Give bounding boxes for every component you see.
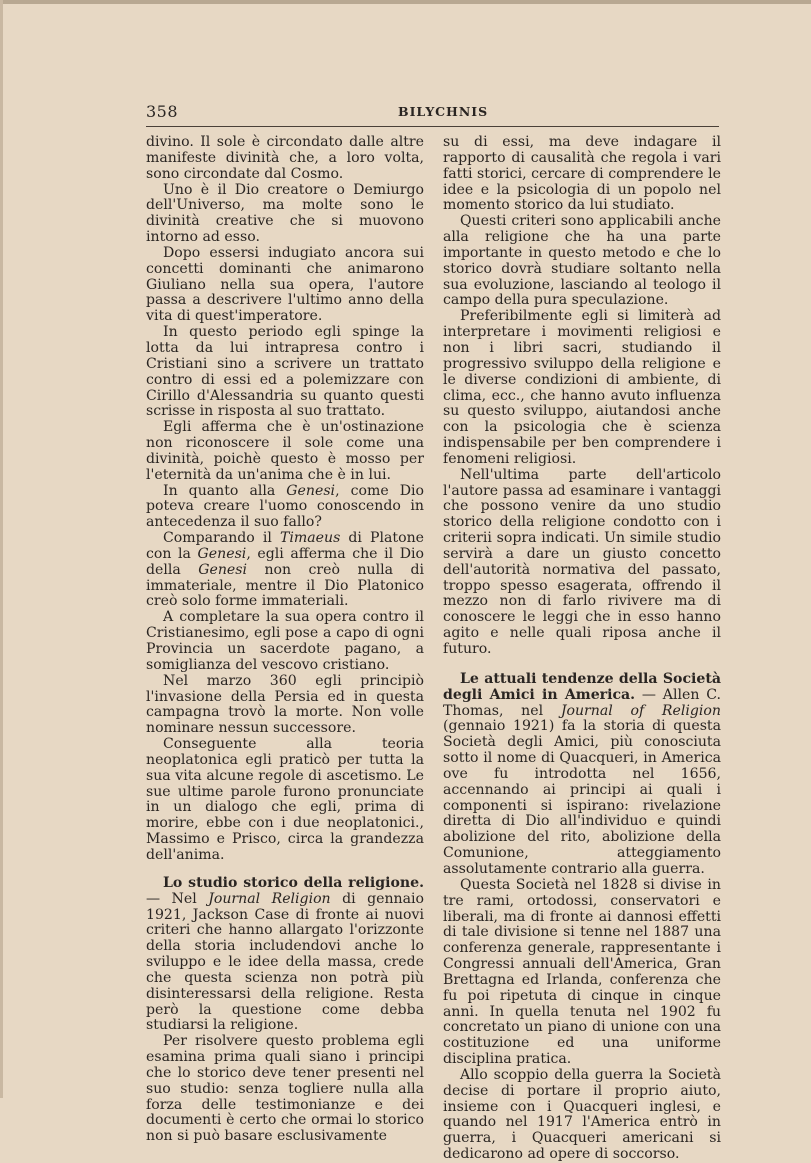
paragraph: Uno è il Dio creatore o Demiurgo dell'Universo, ma molte sono le divinità creative che si muovono intorno ad esso. xyxy=(146,181,424,246)
left-column xyxy=(146,135,424,1145)
page-header xyxy=(146,100,721,126)
paragraph: Dopo essersi indugiato ancora sui concetti dominanti che animarono Giuliano nella sua opera, l'autore passa a descrivere l'ultimo anno della vita di quest'imperatore. xyxy=(146,244,424,325)
section-title: Le attuali tendenze della Società degli Amici in America. xyxy=(443,670,721,703)
right-column xyxy=(443,135,721,1163)
paragraph: A completare la sua opera contro il Cristianesimo, egli pose a capo di ogni Provincia un sacerdote pagano, a somiglianza del vescovo cristiano. xyxy=(146,609,424,673)
section-paragraph: Le attuali tendenze della Società degli Amici in America. — Allen C. Thomas, nel Journal of Religion (gennaio 1921) fa la storia di questa Società degli Amici, più conosciuta sotto il nome di Quacqueri, in America ove fu introdotta nel 1656, accennando ai principi ai quali i componenti si ispirano: rivelazione diretta di Dio all'individuo e quindi abolizione del rito, abolizione della Comunione, atteggiamento assolutamente contrario alla guerra. xyxy=(443,670,721,877)
running-title: BILYCHNIS xyxy=(398,104,489,119)
paragraph: Nel marzo 360 egli principiò l'invasione della Persia ed in questa campagna trovò la morte. Non volle nominare nessun successore. xyxy=(146,672,424,737)
paragraph: Questi criteri sono applicabili anche alla religione che ha una parte importante in questo metodo e che lo storico dovrà studiare soltanto nella sua evoluzione, lasciando al teologo il campo della pura speculazione. xyxy=(443,213,721,309)
paragraph: In quanto alla Genesi, come Dio poteva creare l'uomo conoscendo in antecedenza il suo fallo? xyxy=(146,482,424,531)
paragraph: Per risolvere questo problema egli esamina prima quali siano i principi che lo storico deve tener presenti nel suo studio: senza togliere nulla alla forza delle testimonianze e dei documenti è certo che ormai lo storico non si può basare esclusivamente xyxy=(146,1033,424,1145)
paragraph: Comparando il Timaeus di Platone con la Genesi, egli afferma che il Dio della Genesi non creò nulla di immateriale, mentre il Dio Platonico creò solo forme immateriali. xyxy=(146,530,424,610)
section-paragraph: Lo studio storico della religione. — Nel Journal Religion di gennaio 1921, Jackson Case di fronte ai nuovi criteri che hanno allargato l'orizzonte della storia includendovi anche lo sviluppo e le idee della massa, crede che questa scienza non potrà più disinteressarsi della religione. Resta però la questione come debba studiarsi la religione. xyxy=(146,874,424,1034)
paragraph: Preferibilmente egli si limiterà ad interpretare i movimenti religiosi e non i libri sacri, studiando il progressivo sviluppo della religione e le diverse condizioni di ambiente, di clima, ecc., che hanno avuto influenza su questo sviluppo, aiutandosi anche con la psicologia che è scienza indispensabile per ben comprendere i fenomeni religiosi. xyxy=(443,308,721,467)
paragraph: In questo periodo egli spinge la lotta da lui intrapresa contro i Cristiani sino a scrivere un trattato contro di essi ed a polemizzare con Cirillo d'Alessandria su quanto questi scrisse in risposta al suo trattato. xyxy=(146,324,424,420)
paragraph: Nell'ultima parte dell'articolo l'autore passa ad esaminare i vantaggi che possono venire da uno studio storico della religione condotto con i criterii sopra indicati. Un simile studio servirà a dare un giusto concetto dell'autorità normativa del passato, troppo spesso esagerata, offrendo il mezzo non di farlo rivivere ma di conoscere le leggi che in esso hanno agito e nelle quali riposa anche il futuro. xyxy=(443,466,721,657)
paragraph: divino. Il sole è circondato dalle altre manifeste divinità che, a loro volta, sono circondate dal Cosmo. xyxy=(146,134,424,182)
page-top-edge xyxy=(0,0,811,4)
page-number: 358 xyxy=(146,102,179,121)
paragraph: Questa Società nel 1828 si divise in tre rami, ortodossi, conservatori e liberali, ma di fronte ai dannosi effetti di tale divisione si tenne nel 1887 una conferenza generale, rappresentante i Congressi annuali dell'America, Gran Brettagna ed Irlanda, conferenza che fu poi ripetuta di cinque in cinque anni. In quella tenuta nel 1902 fu concretato un piano di unione con una costituzione ed una uniforme disciplina pratica. xyxy=(443,876,721,1068)
page-left-edge xyxy=(0,0,3,1098)
paragraph: Allo scoppio della guerra la Società decise di portare il proprio aiuto, insieme con i Quacqueri inglesi, e quando nel 1917 l'America entrò in guerra, i Quacqueri americani si dedicarono ad opere di soccorso. xyxy=(443,1066,721,1163)
header-rule xyxy=(146,126,719,127)
paragraph: Conseguente alla teoria neoplatonica egli praticò per tutta la sua vita alcune regole di ascetismo. Le sue ultime parole furono pronunciate in un dialogo che egli, prima di morire, ebbe con i due neoplatonici., Massimo e Prisco, circa la grandezza dell'anima. xyxy=(146,736,424,863)
section-title: Lo studio storico della religione. xyxy=(163,874,424,891)
paragraph: su di essi, ma deve indagare il rapporto di causalità che regola i vari fatti storici, cercare di comprendere le idee e la psicologia di un popolo nel momento storico da lui studiato. xyxy=(443,134,721,214)
paragraph: Egli afferma che è un'ostinazione non riconoscere il sole come una divinità, poichè questo è mosso per l'eternità da un'anima che è in lui. xyxy=(146,419,424,483)
